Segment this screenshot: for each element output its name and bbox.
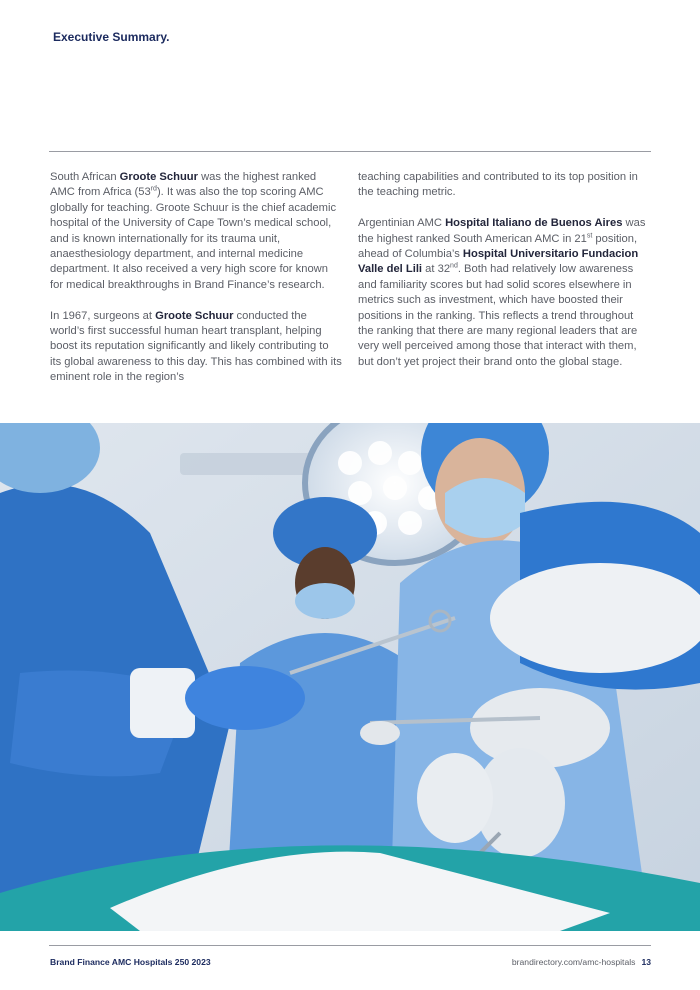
paragraph-south-america: Argentinian AMC Hospital Italiano de Buenos Aires was the highest ranked South American AMC in 21st position, ahead of Columbia’s Hospital Universitario Fundacion Valle del Lili at 32nd. Both had relatively low awareness and familiarity scores but had solid scores elsewhere in metrics such as investment, which have boosted their positions in the ranking. This reflects a trend throughout the ranking that there are many regional leaders that are very well perceived among those that interact with them, but don’t yet project their brand onto the global stage. [358,217,646,368]
top-divider [49,151,651,152]
surgeons-operating-photo [0,423,700,931]
bottom-divider [49,945,651,946]
paragraph-heart-transplant: In 1967, surgeons at Groote Schuur conducted the world’s first successful human heart transplant, helping boost its reputation significantly and likely contributing to its global awareness to this day. This has combined with its eminent role in the region’s [50,309,342,384]
right-column [358,170,650,386]
paragraph-groote-schuur: South African Groote Schuur was the highest ranked AMC from Africa (53rd). It was also the top scoring AMC globally for teaching. Groote Schuur is the chief academic hospital of the University of Cape Town’s medical school, and is known internationally for its trauma unit, anaesthesiology department, and internal medicine department. It also received a very high score for known for medical breakthroughs in Brand Finance’s research. [50,171,337,291]
section-title: Executive Summary. [53,30,170,44]
page-number: 13 [641,957,651,967]
paragraph-teaching-continued: teaching capabilities and contributed to its top position in the teaching metric. [358,171,638,199]
left-column [50,170,342,401]
footer-publication: Brand Finance AMC Hospitals 250 2023 [50,957,211,967]
footer-url[interactable]: brandirectory.com/amc-hospitals [511,957,636,967]
footer-right [512,957,651,967]
